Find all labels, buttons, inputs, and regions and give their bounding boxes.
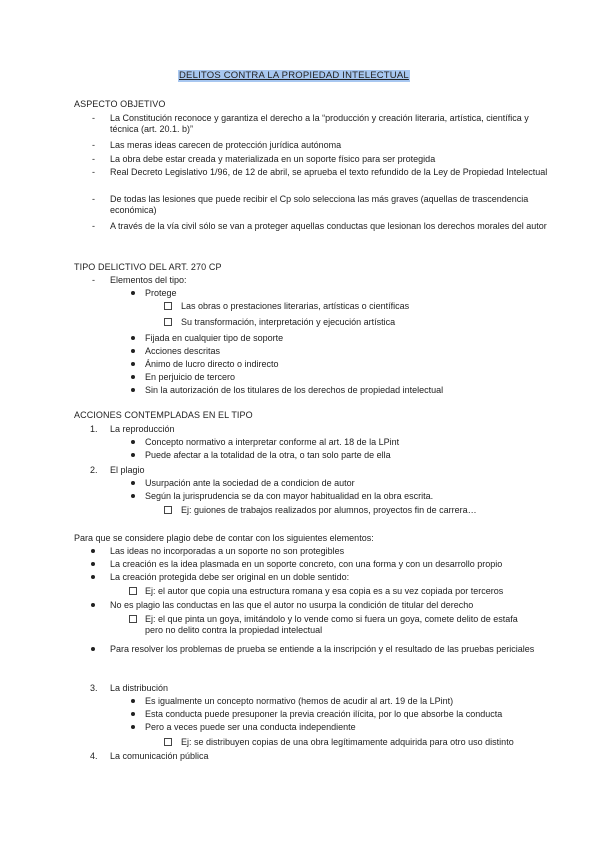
dash-marker: -: [92, 194, 95, 204]
checklist-item: Su transformación, interpretación y ejecución artística: [181, 317, 396, 327]
list-item: La obra debe estar creada y materializada en un soporte físico para ser protegida: [110, 154, 436, 164]
list-item: De todas las lesiones que puede recibir el Cp solo selecciona las más graves (aquellas de trascendencia económica): [110, 194, 529, 215]
section-heading-aspecto-objetivo: ASPECTO OBJETIVO: [74, 99, 166, 109]
bullet-icon: [91, 575, 95, 579]
bullet-icon: [91, 549, 95, 553]
list-item: La comunicación pública: [110, 751, 209, 761]
bullet-icon: [131, 375, 135, 379]
bullet-icon: [131, 440, 135, 444]
dash-marker: -: [92, 167, 95, 177]
checklist-item: Ej: el que pinta un goya, imitándolo y lo vende como si fuera un goya, comete delito de estafa pero no delito contra la propiedad intelectual: [145, 614, 518, 635]
checklist-item: Las obras o prestaciones literarias, artísticas o científicas: [181, 301, 410, 311]
dash-marker: -: [92, 221, 95, 231]
bullet-icon: [131, 453, 135, 457]
bullet-icon: [131, 349, 135, 353]
list-item: Puede afectar a la totalidad de la otra, o tan solo parte de ella: [145, 450, 391, 460]
list-item: Protege: [145, 288, 177, 298]
list-item: Según la jurisprudencia se da con mayor habitualidad en la obra escrita.: [145, 491, 434, 501]
list-item: Usurpación ante la sociedad de a condicion de autor: [145, 478, 355, 488]
checklist-item: Ej: el autor que copia una estructura romana y esa copia es a su vez copiada por terceros: [145, 586, 504, 596]
list-item: Elementos del tipo:: [110, 275, 187, 285]
dash-marker: -: [92, 140, 95, 150]
list-number: 3.: [90, 683, 98, 693]
checkbox-icon[interactable]: [164, 318, 172, 326]
bullet-icon: [131, 388, 135, 392]
list-number: 2.: [90, 465, 98, 475]
checkbox-icon[interactable]: [164, 506, 172, 514]
list-item: La creación es la idea plasmada en un soporte concreto, con una forma y con un desarrollo propio: [110, 559, 503, 569]
checklist-item: Ej: se distribuyen copias de una obra legítimamente adquirida para otro uso distinto: [181, 737, 514, 747]
bullet-icon: [91, 562, 95, 566]
bullet-icon: [91, 603, 95, 607]
bullet-icon: [91, 647, 95, 651]
checkbox-icon[interactable]: [129, 587, 137, 595]
checkbox-icon[interactable]: [164, 302, 172, 310]
bullet-icon: [131, 712, 135, 716]
list-item: Acciones descritas: [145, 346, 221, 356]
bullet-icon: [131, 362, 135, 366]
dash-marker: -: [92, 275, 95, 285]
checkbox-icon[interactable]: [129, 615, 137, 623]
checkbox-icon[interactable]: [164, 738, 172, 746]
section-heading-tipo-delictivo: TIPO DELICTIVO DEL ART. 270 CP: [74, 262, 222, 272]
bullet-icon: [131, 481, 135, 485]
list-item: Ánimo de lucro directo o indirecto: [145, 359, 279, 369]
list-item: Sin la autorización de los titulares de los derechos de propiedad intelectual: [145, 385, 444, 395]
list-item: No es plagio las conductas en las que el autor no usurpa la condición de titular del derecho: [110, 600, 474, 610]
paragraph-intro: Para que se considere plagio debe de contar con los siguientes elementos:: [74, 533, 374, 543]
list-item: A través de la vía civil sólo se van a proteger aquellas conductas que lesionan los derechos morales del autor: [110, 221, 547, 231]
list-item: Para resolver los problemas de prueba se entiende a la inscripción y el resultado de las pruebas periciales: [110, 644, 535, 654]
list-item: La reproducción: [110, 424, 175, 434]
bullet-icon: [131, 291, 135, 295]
dash-marker: -: [92, 154, 95, 164]
list-item: El plagio: [110, 465, 145, 475]
list-item: Es igualmente un concepto normativo (hemos de acudir al art. 19 de la LPint): [145, 696, 454, 706]
list-item: Fijada en cualquier tipo de soporte: [145, 333, 284, 343]
list-item: La Constitución reconoce y garantiza el derecho a la “producción y creación literaria, artística, científica y técnica (art. 20.1. b)”: [110, 113, 529, 134]
list-item: Real Decreto Legislativo 1/96, de 12 de abril, se aprueba el texto refundido de la Ley de Propiedad Intelectual: [110, 167, 548, 177]
dash-marker: -: [92, 113, 95, 123]
list-item: Concepto normativo a interpretar conforme al art. 18 de la LPint: [145, 437, 400, 447]
bullet-icon: [131, 725, 135, 729]
list-item: La distribución: [110, 683, 169, 693]
document-title: DELITOS CONTRA LA PROPIEDAD INTELECTUAL: [179, 70, 409, 81]
bullet-icon: [131, 494, 135, 498]
list-number: 1.: [90, 424, 98, 434]
list-item: Las meras ideas carecen de protección jurídica autónoma: [110, 140, 342, 150]
list-item: En perjuicio de tercero: [145, 372, 236, 382]
list-item: Las ideas no incorporadas a un soporte no son protegibles: [110, 546, 345, 556]
list-number: 4.: [90, 751, 98, 761]
list-item: Esta conducta puede presuponer la previa creación ilícita, por lo que absorbe la conducta: [145, 709, 503, 719]
bullet-icon: [131, 699, 135, 703]
list-item: La creación protegida debe ser original en un doble sentido:: [110, 572, 350, 582]
list-item: Pero a veces puede ser una conducta independiente: [145, 722, 356, 732]
bullet-icon: [131, 336, 135, 340]
checklist-item: Ej: guiones de trabajos realizados por alumnos, proyectos fin de carrera…: [181, 505, 477, 515]
section-heading-acciones: ACCIONES CONTEMPLADAS EN EL TIPO: [74, 410, 253, 420]
